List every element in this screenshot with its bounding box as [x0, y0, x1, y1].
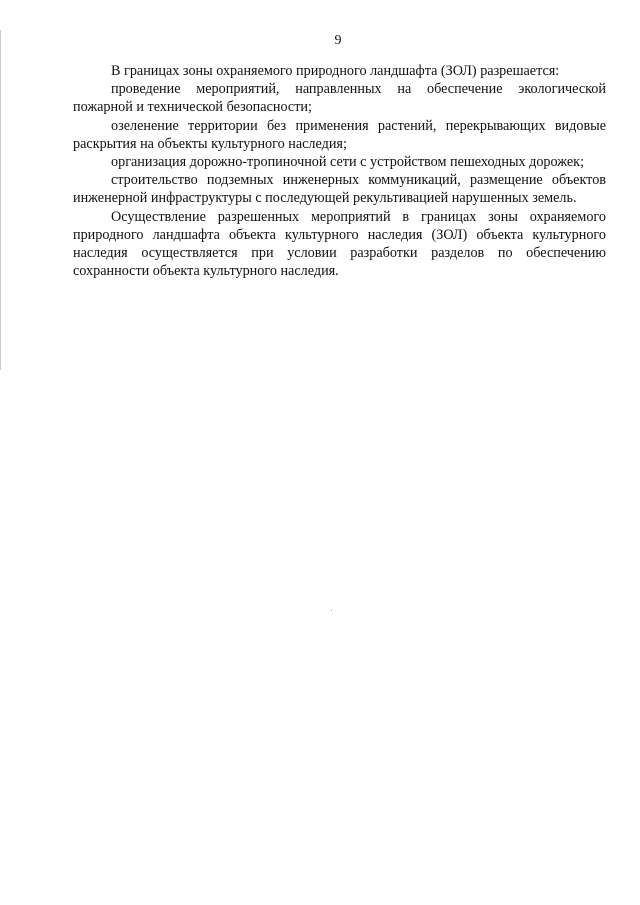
paragraph-zol-intro: В границах зоны охраняемого природного ландшафта (ЗОЛ) разрешается:: [111, 63, 560, 79]
paragraph-greening: озеленение территории без применения растений, перекрывающих видовые раскрытия на объекты культурного наследия;: [73, 117, 606, 152]
page-number: 9: [334, 33, 342, 48]
paragraph-safety-measures: проведение мероприятий, направленных на обеспечение экологической пожарной и технической безопасности;: [73, 81, 606, 116]
scan-edge-line: [0, 30, 1, 370]
paragraph-underground-utilities: строительство подземных инженерных коммуникаций, размещение объектов инженерной инфраструктуры с последующей рекультивацией нарушенных земель.: [73, 172, 606, 207]
scan-speck: [331, 610, 332, 611]
paragraph-permitted-activities-condition: Осуществление разрешенных мероприятий в границах зоны охраняемого природного ландшафта объекта культурного наследия (ЗОЛ) объекта культурного наследия осуществляется при условии разработки разделов по обеспечению сохранности объекта культурного наследия.: [73, 208, 606, 280]
paragraph-footpaths: организация дорожно-тропиночной сети с устройством пешеходных дорожек;: [111, 154, 585, 171]
document-body: [73, 62, 606, 280]
